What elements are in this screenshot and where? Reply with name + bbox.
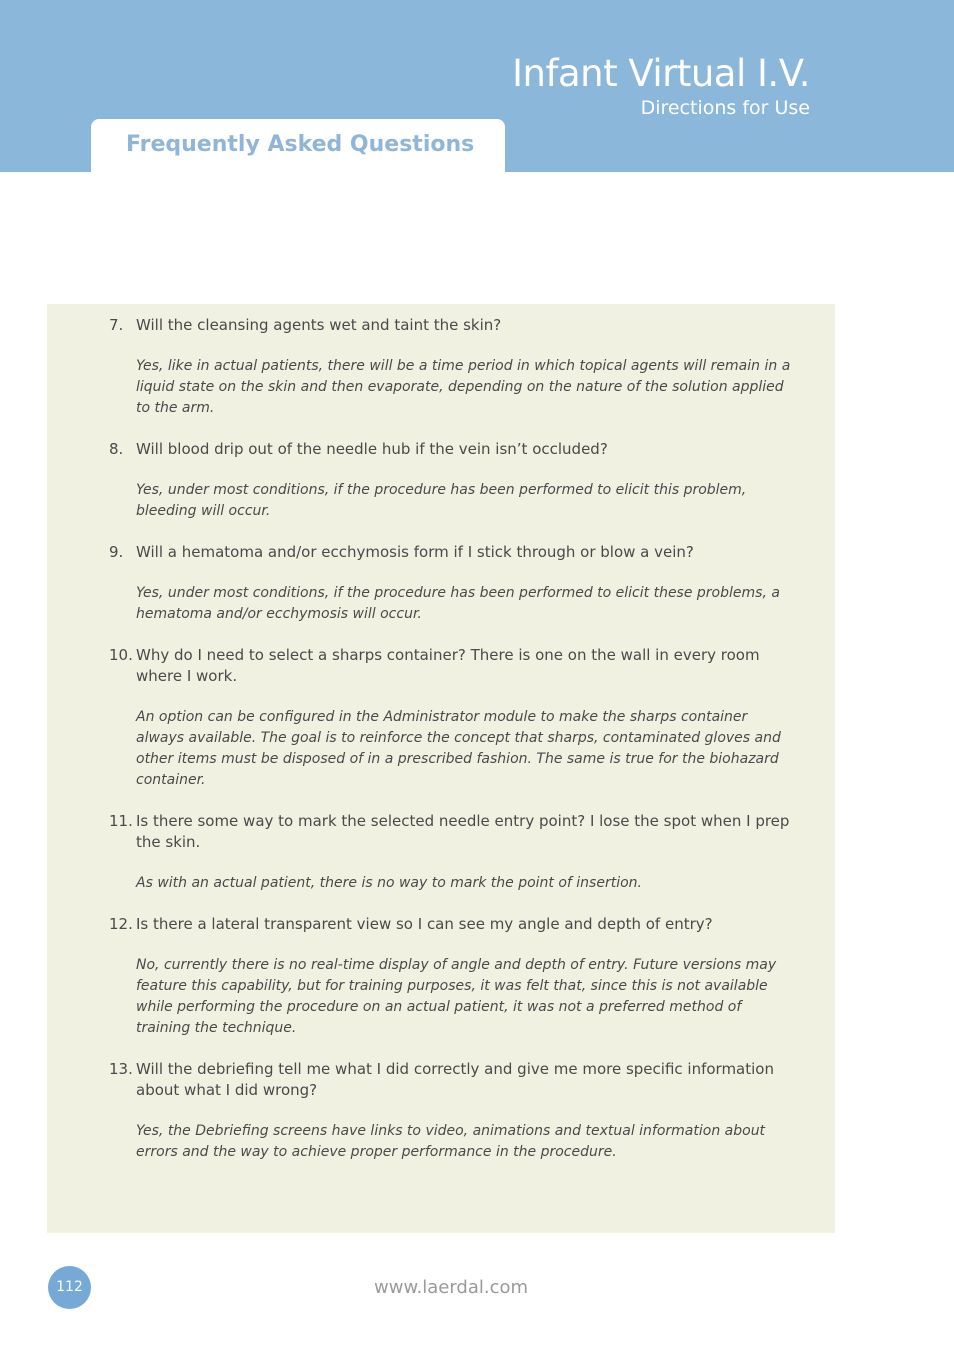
faq-item-10 bbox=[109, 645, 799, 791]
faq-question-text: Will the cleansing agents wet and taint the skin? bbox=[136, 316, 502, 334]
faq-question-text: Is there some way to mark the selected needle entry point? I lose the spot when I prep the skin. bbox=[136, 812, 790, 851]
section-title: Frequently Asked Questions bbox=[126, 132, 475, 157]
faq-question-text: Will blood drip out of the needle hub if the vein isn’t occluded? bbox=[136, 440, 608, 458]
faq-number: 7. bbox=[109, 316, 124, 334]
faq-answer: Yes, under most conditions, if the procedure has been performed to elicit this problem, bleeding will occur. bbox=[136, 482, 747, 519]
document-subtitle: Directions for Use bbox=[640, 97, 810, 119]
faq-question-text: Why do I need to select a sharps container? There is one on the wall in every room where I work. bbox=[136, 646, 760, 685]
faq-number: 12. bbox=[109, 915, 133, 933]
faq-answer: An option can be configured in the Administrator module to make the sharps container always available. The goal is to reinforce the concept that sharps, contaminated gloves and other items must be disposed of in a prescribed fashion. The same is true for the biohazard container. bbox=[136, 709, 781, 788]
faq-question bbox=[109, 645, 799, 687]
faq-number: 11. bbox=[109, 812, 133, 830]
faq-question bbox=[109, 1059, 799, 1101]
faq-question bbox=[109, 914, 799, 935]
faq-answer: Yes, the Debriefing screens have links to video, animations and textual information about errors and the way to achieve proper performance in the procedure. bbox=[136, 1123, 766, 1160]
faq-item-7 bbox=[109, 315, 799, 419]
faq-answer: No, currently there is no real-time display of angle and depth of entry. Future versions may feature this capability, but for training purposes, it was felt that, since this is not available while performing the procedure on an actual patient, it was not a preferred method of training the technique. bbox=[136, 957, 777, 1036]
header-band bbox=[0, 0, 954, 172]
faq-list bbox=[109, 315, 799, 1183]
faq-number: 10. bbox=[109, 646, 133, 664]
faq-question-text: Will the debriefing tell me what I did correctly and give me more specific information about what I did wrong? bbox=[136, 1060, 774, 1099]
faq-panel bbox=[47, 304, 835, 1233]
faq-number: 13. bbox=[109, 1060, 133, 1078]
faq-question bbox=[109, 811, 799, 853]
faq-answer: Yes, like in actual patients, there will be a time period in which topical agents will remain in a liquid state on the skin and then evaporate, depending on the nature of the solution applied to the arm. bbox=[136, 358, 791, 416]
faq-item-9 bbox=[109, 542, 799, 625]
section-tab bbox=[91, 119, 505, 172]
faq-question-text: Is there a lateral transparent view so I can see my angle and depth of entry? bbox=[136, 915, 713, 933]
faq-item-8 bbox=[109, 439, 799, 522]
faq-number: 9. bbox=[109, 543, 124, 561]
faq-number: 8. bbox=[109, 440, 124, 458]
faq-question-text: Will a hematoma and/or ecchymosis form if I stick through or blow a vein? bbox=[136, 543, 694, 561]
faq-answer: Yes, under most conditions, if the procedure has been performed to elicit these problems, a hematoma and/or ecchymosis will occur. bbox=[136, 585, 780, 622]
faq-answer: As with an actual patient, there is no way to mark the point of insertion. bbox=[136, 875, 642, 891]
document-title: Infant Virtual I.V. bbox=[512, 52, 810, 95]
faq-question bbox=[109, 439, 799, 460]
faq-item-13 bbox=[109, 1059, 799, 1163]
faq-item-12 bbox=[109, 914, 799, 1039]
footer-url[interactable]: www.laerdal.com bbox=[374, 1277, 529, 1298]
faq-item-11 bbox=[109, 811, 799, 894]
faq-question bbox=[109, 542, 799, 563]
page-number: 112 bbox=[48, 1266, 91, 1309]
faq-question bbox=[109, 315, 799, 336]
